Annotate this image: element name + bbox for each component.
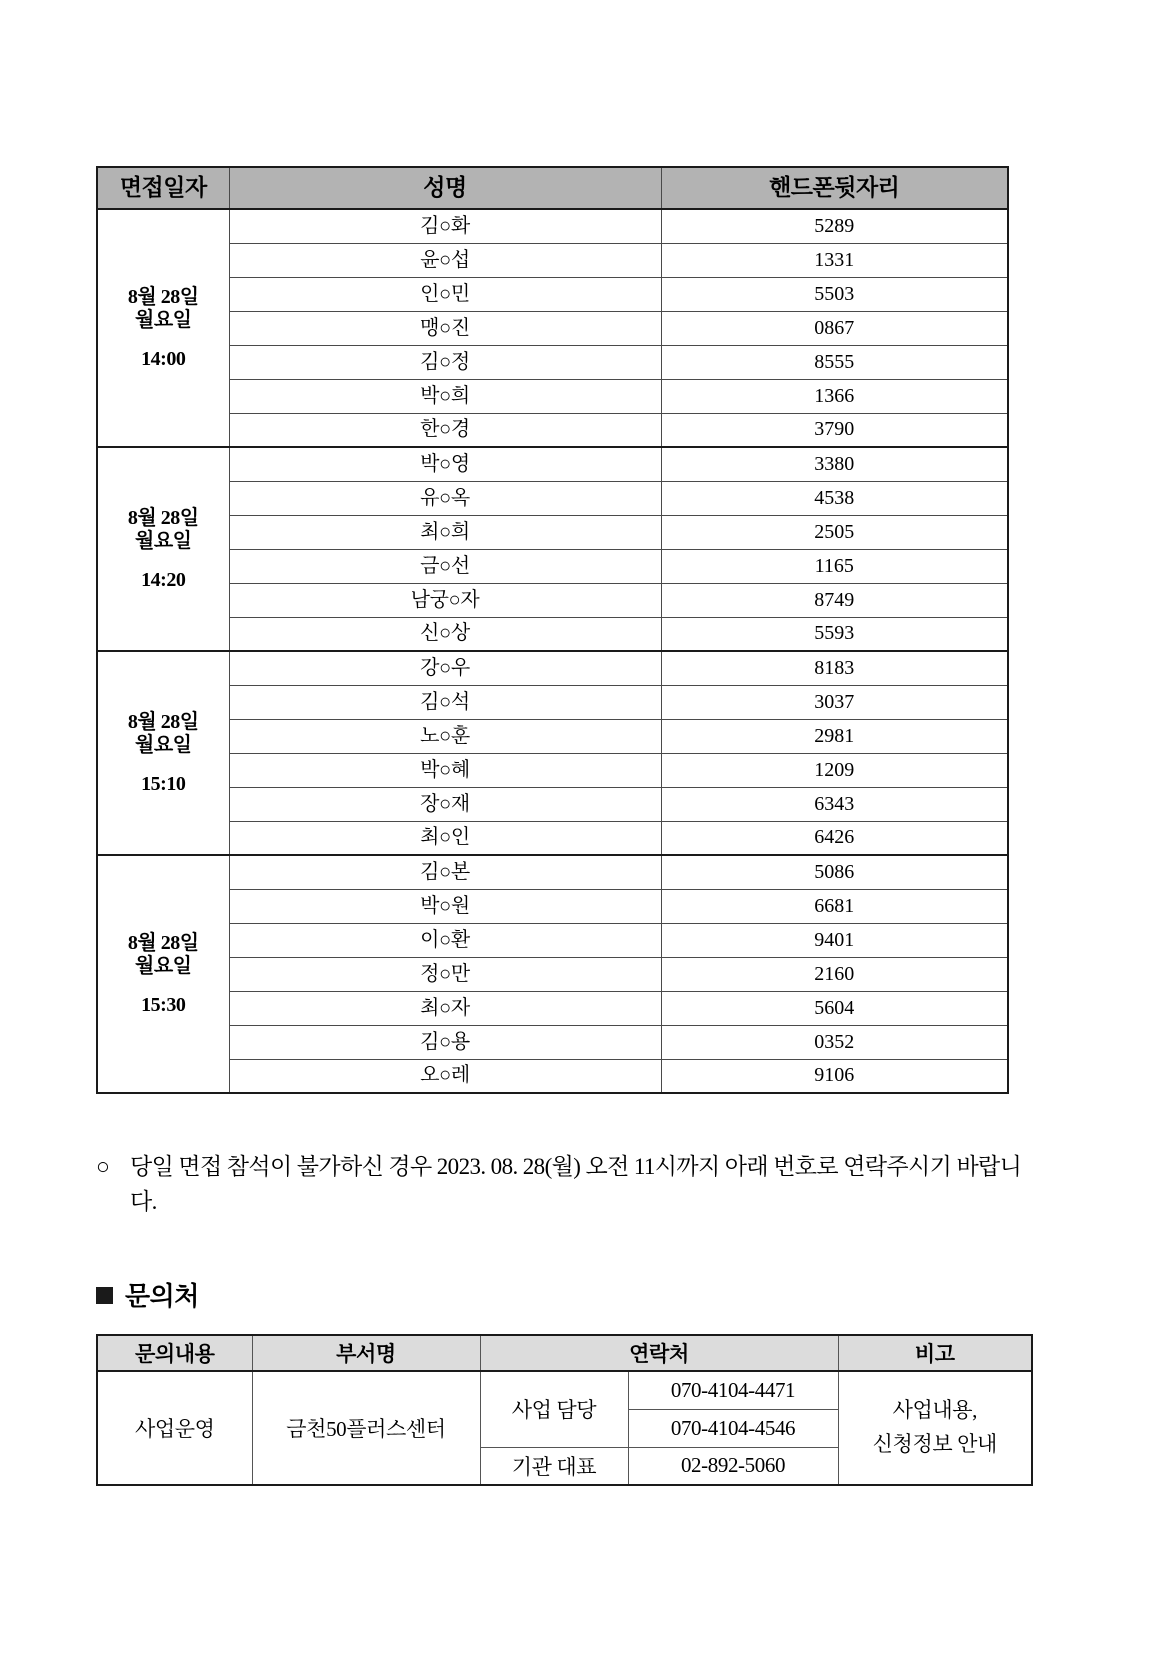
applicant-name: 김○석 xyxy=(229,685,661,719)
applicant-name: 김○화 xyxy=(229,209,661,243)
column-header-name: 성명 xyxy=(229,167,661,209)
phone-last-digits: 2981 xyxy=(661,719,1008,753)
phone-last-digits: 2505 xyxy=(661,515,1008,549)
spacer xyxy=(98,332,229,348)
interview-time: 14:20 xyxy=(141,568,186,591)
column-header-contact: 연락처 xyxy=(480,1335,838,1371)
spacer xyxy=(98,757,229,773)
table-row xyxy=(97,583,1008,617)
interview-date-line1: 8월 28일 xyxy=(127,506,199,529)
table-row xyxy=(97,1059,1008,1093)
table-row xyxy=(97,1371,1032,1409)
phone-last-digits: 4538 xyxy=(661,481,1008,515)
applicant-name: 금○선 xyxy=(229,549,661,583)
table-row xyxy=(97,753,1008,787)
applicant-name: 박○영 xyxy=(229,447,661,481)
column-header-department: 부서명 xyxy=(252,1335,480,1371)
table-row xyxy=(97,685,1008,719)
filled-square-icon xyxy=(96,1287,113,1304)
phone-last-digits: 9106 xyxy=(661,1059,1008,1093)
applicant-name: 정○만 xyxy=(229,957,661,991)
applicant-name: 노○훈 xyxy=(229,719,661,753)
table-row xyxy=(97,481,1008,515)
applicant-name: 맹○진 xyxy=(229,311,661,345)
interview-date-line2: 월요일 xyxy=(135,733,192,756)
interview-date-line1: 8월 28일 xyxy=(127,931,199,954)
schedule-table-body xyxy=(97,209,1008,1093)
phone-last-digits: 3790 xyxy=(661,413,1008,447)
interview-time: 15:10 xyxy=(141,772,186,795)
table-row xyxy=(97,991,1008,1025)
applicant-name: 인○민 xyxy=(229,277,661,311)
table-row xyxy=(97,1025,1008,1059)
table-row xyxy=(97,311,1008,345)
phone-last-digits: 6426 xyxy=(661,821,1008,855)
applicant-name: 박○원 xyxy=(229,889,661,923)
interview-date-line2: 월요일 xyxy=(135,308,192,331)
contact-section-title: 문의처 xyxy=(125,1282,199,1311)
applicant-name: 장○재 xyxy=(229,787,661,821)
table-row xyxy=(97,855,1008,889)
notice-text: 당일 면접 참석이 불가하신 경우 2023. 08. 28(월) 오전 11시까지 아래 번호로 연락주시기 바랍니다. xyxy=(130,1154,1022,1214)
table-row xyxy=(97,651,1008,685)
applicant-name: 윤○섭 xyxy=(229,243,661,277)
applicant-name: 김○본 xyxy=(229,855,661,889)
table-row xyxy=(97,719,1008,753)
phone-last-digits: 6343 xyxy=(661,787,1008,821)
remark-line1: 사업내용, xyxy=(892,1398,977,1423)
table-row xyxy=(97,549,1008,583)
spacer xyxy=(98,978,229,994)
table-row xyxy=(97,515,1008,549)
applicant-name: 박○희 xyxy=(229,379,661,413)
interview-schedule-table xyxy=(96,166,1009,1094)
contact-role-label: 기관 대표 xyxy=(480,1447,628,1485)
interview-datetime-cell xyxy=(97,855,229,1093)
table-row xyxy=(97,243,1008,277)
phone-last-digits: 5289 xyxy=(661,209,1008,243)
table-header-row xyxy=(97,1335,1032,1371)
phone-last-digits: 3380 xyxy=(661,447,1008,481)
table-row xyxy=(97,957,1008,991)
interview-date-line2: 월요일 xyxy=(135,954,192,977)
schedule-table-header xyxy=(97,167,1008,209)
applicant-name: 최○자 xyxy=(229,991,661,1025)
interview-time: 14:00 xyxy=(141,347,186,370)
phone-number: 02-892-5060 xyxy=(628,1447,838,1485)
phone-last-digits: 1165 xyxy=(661,549,1008,583)
interview-date-line1: 8월 28일 xyxy=(127,710,199,733)
phone-last-digits: 5604 xyxy=(661,991,1008,1025)
phone-last-digits: 6681 xyxy=(661,889,1008,923)
contact-table-body xyxy=(97,1371,1032,1485)
phone-last-digits: 9401 xyxy=(661,923,1008,957)
table-row xyxy=(97,889,1008,923)
inquiry-type-cell: 사업운영 xyxy=(97,1371,252,1485)
contact-section-heading xyxy=(96,1276,199,1313)
phone-last-digits: 8555 xyxy=(661,345,1008,379)
notice-paragraph xyxy=(96,1150,1026,1219)
table-row xyxy=(97,617,1008,651)
applicant-name: 박○혜 xyxy=(229,753,661,787)
phone-number: 070-4104-4546 xyxy=(628,1409,838,1447)
table-row xyxy=(97,821,1008,855)
applicant-name: 오○레 xyxy=(229,1059,661,1093)
phone-last-digits: 5086 xyxy=(661,855,1008,889)
applicant-name: 한○경 xyxy=(229,413,661,447)
remark-cell xyxy=(838,1371,1032,1485)
interview-datetime-cell xyxy=(97,651,229,855)
phone-last-digits: 1366 xyxy=(661,379,1008,413)
applicant-name: 남궁○자 xyxy=(229,583,661,617)
applicant-name: 최○인 xyxy=(229,821,661,855)
phone-last-digits: 5503 xyxy=(661,277,1008,311)
phone-last-digits: 1331 xyxy=(661,243,1008,277)
phone-last-digits: 5593 xyxy=(661,617,1008,651)
table-header-row xyxy=(97,167,1008,209)
table-row xyxy=(97,447,1008,481)
table-row xyxy=(97,787,1008,821)
applicant-name: 최○희 xyxy=(229,515,661,549)
phone-number: 070-4104-4471 xyxy=(628,1371,838,1409)
column-header-phone: 핸드폰뒷자리 xyxy=(661,167,1008,209)
contact-role-label: 사업 담당 xyxy=(480,1371,628,1447)
interview-datetime-cell xyxy=(97,447,229,651)
interview-date-line2: 월요일 xyxy=(135,529,192,552)
applicant-name: 강○우 xyxy=(229,651,661,685)
table-row xyxy=(97,379,1008,413)
table-row xyxy=(97,209,1008,243)
notice-bullet-icon: ○ xyxy=(96,1154,110,1179)
contact-table xyxy=(96,1334,1033,1486)
column-header-inquiry: 문의내용 xyxy=(97,1335,252,1371)
phone-last-digits: 2160 xyxy=(661,957,1008,991)
phone-last-digits: 0867 xyxy=(661,311,1008,345)
remark-line2: 신청정보 안내 xyxy=(872,1432,997,1456)
phone-last-digits: 3037 xyxy=(661,685,1008,719)
applicant-name: 이○환 xyxy=(229,923,661,957)
spacer xyxy=(98,553,229,569)
phone-last-digits: 1209 xyxy=(661,753,1008,787)
interview-datetime-cell xyxy=(97,209,229,447)
applicant-name: 신○상 xyxy=(229,617,661,651)
department-cell: 금천50플러스센터 xyxy=(252,1371,480,1485)
column-header-remark: 비고 xyxy=(838,1335,1032,1371)
phone-last-digits: 0352 xyxy=(661,1025,1008,1059)
table-row xyxy=(97,345,1008,379)
table-row xyxy=(97,277,1008,311)
table-row xyxy=(97,923,1008,957)
interview-date-line1: 8월 28일 xyxy=(127,285,199,308)
applicant-name: 김○용 xyxy=(229,1025,661,1059)
column-header-date: 면접일자 xyxy=(97,167,229,209)
contact-table-header xyxy=(97,1335,1032,1371)
applicant-name: 김○정 xyxy=(229,345,661,379)
phone-last-digits: 8749 xyxy=(661,583,1008,617)
interview-time: 15:30 xyxy=(141,993,186,1016)
phone-last-digits: 8183 xyxy=(661,651,1008,685)
table-row xyxy=(97,413,1008,447)
applicant-name: 유○옥 xyxy=(229,481,661,515)
